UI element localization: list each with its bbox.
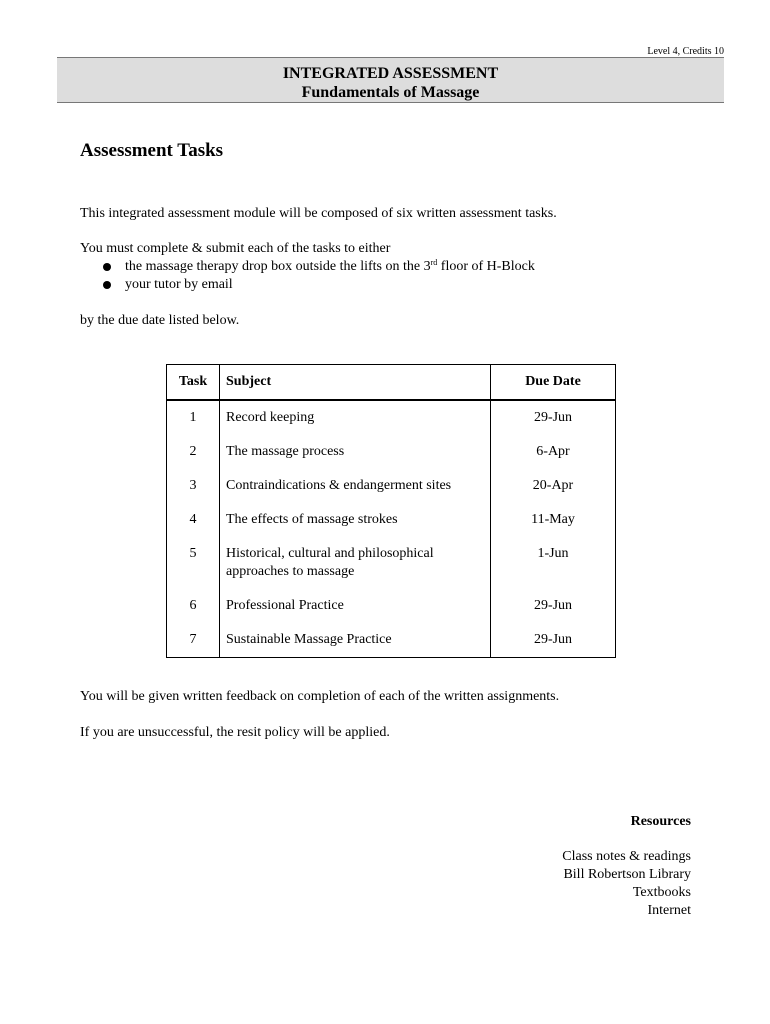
resource-item: Textbooks [632, 885, 691, 900]
level-credits: Level 4, Credits 10 [647, 46, 724, 57]
table-row [167, 623, 616, 658]
resources-block [562, 813, 691, 920]
task-number: 1 [167, 400, 220, 435]
header-task: Task [167, 365, 220, 401]
submit-intro: You must complete & submit each of the tasks to either [80, 241, 391, 256]
feedback-paragraph: You will be given written feedback on completion of each of the written assignments. [80, 689, 560, 704]
bullet-icon [103, 263, 111, 271]
task-due-date: 29-Jun [491, 623, 616, 658]
task-due-date: 29-Jun [491, 400, 616, 435]
table-row [167, 537, 616, 589]
task-subject: The effects of massage strokes [220, 503, 491, 537]
task-number: 2 [167, 435, 220, 469]
table-row [167, 503, 616, 537]
task-subject: Historical, cultural and philosophical approaches to massage [220, 537, 491, 589]
assessment-tasks-table [166, 364, 616, 658]
task-subject: Record keeping [220, 400, 491, 435]
resources-title: Resources [630, 814, 691, 829]
task-due-date: 29-Jun [491, 589, 616, 623]
header-subject: Subject [220, 365, 491, 401]
task-number: 4 [167, 503, 220, 537]
resource-item: Bill Robertson Library [563, 867, 691, 882]
section-title: Assessment Tasks [80, 140, 224, 161]
table-row [167, 589, 616, 623]
task-due-date: 1-Jun [491, 537, 616, 589]
table-row [167, 400, 616, 435]
table-header-row [167, 365, 616, 401]
bullet-text: the massage therapy drop box outside the lifts on the 3rd floor of H-Block [125, 258, 535, 274]
resource-item: Internet [647, 903, 691, 918]
task-number: 7 [167, 623, 220, 658]
resit-paragraph: If you are unsuccessful, the resit policy will be applied. [80, 725, 390, 740]
table-row [167, 469, 616, 503]
task-subject: Professional Practice [220, 589, 491, 623]
task-due-date: 20-Apr [491, 469, 616, 503]
task-number: 3 [167, 469, 220, 503]
task-number: 5 [167, 537, 220, 589]
header-due-date: Due Date [491, 365, 616, 401]
intro-paragraph: This integrated assessment module will be composed of six written assessment tasks. [80, 206, 557, 221]
document-header [57, 57, 724, 103]
task-number: 6 [167, 589, 220, 623]
due-note: by the due date listed below. [80, 313, 240, 328]
document-subtitle: Fundamentals of Massage [301, 84, 480, 101]
task-due-date: 6-Apr [491, 435, 616, 469]
bullet-item-drop-box [103, 258, 535, 276]
task-subject: The massage process [220, 435, 491, 469]
table-row [167, 435, 616, 469]
document-title: INTEGRATED ASSESSMENT [282, 65, 499, 82]
resource-item: Class notes & readings [562, 849, 691, 864]
bullet-icon [103, 281, 111, 289]
task-due-date: 11-May [491, 503, 616, 537]
bullet-text: your tutor by email [125, 277, 233, 292]
task-subject: Contraindications & endangerment sites [220, 469, 491, 503]
bullet-item-email [103, 276, 233, 294]
task-subject: Sustainable Massage Practice [220, 623, 491, 658]
